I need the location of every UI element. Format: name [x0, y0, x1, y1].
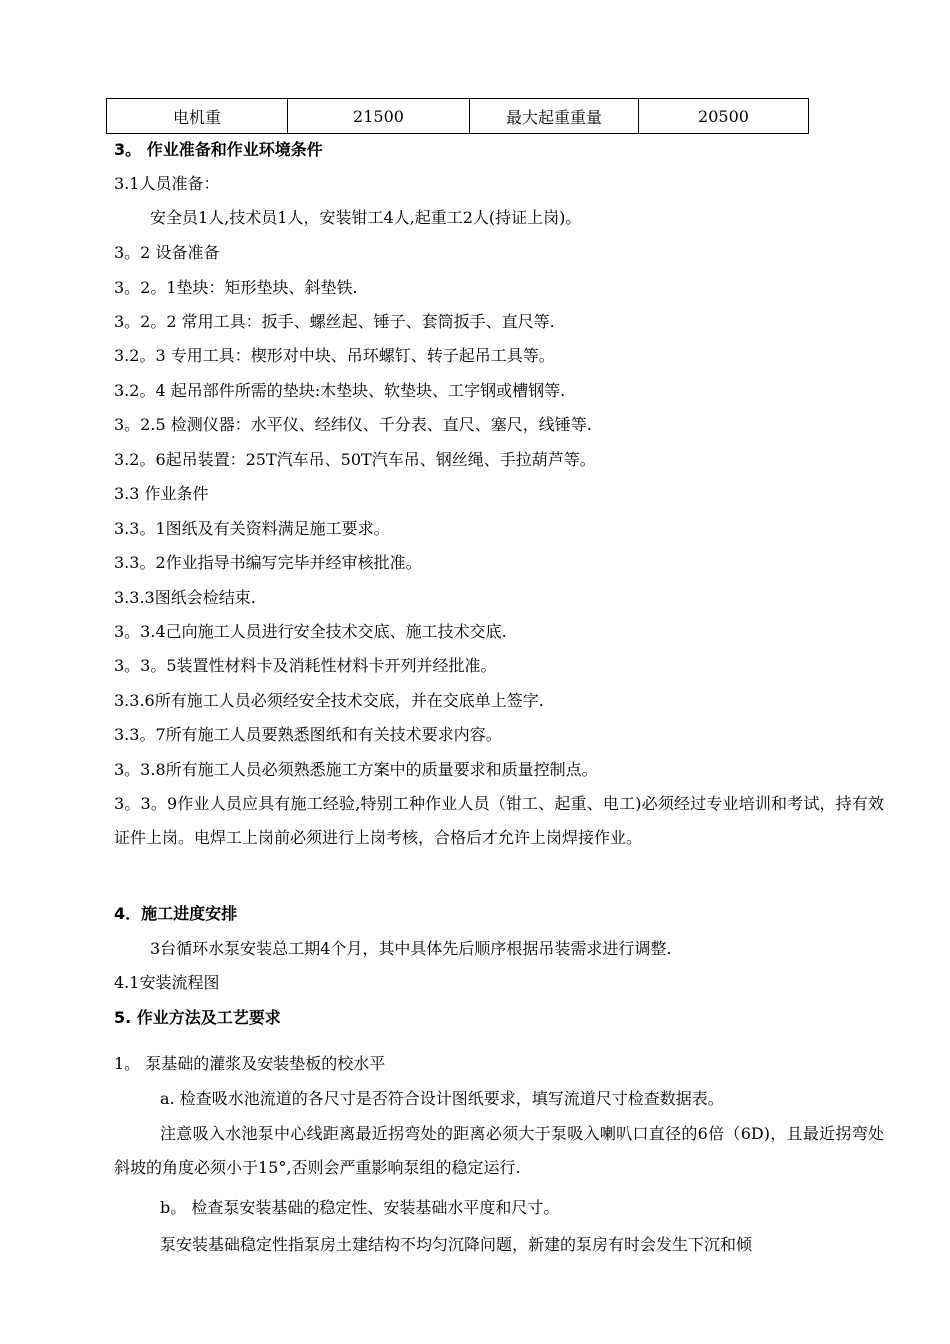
section-heading-5: 5. 作业方法及工艺要求	[114, 1008, 281, 1027]
subsection-3-1: 3.1人员准备：	[114, 174, 220, 193]
paragraph: 3台循环水泵安装总工期4个月，其中具体先后顺序根据吊装需求进行调整.	[150, 939, 672, 958]
list-item: 3.3.6所有施工人员必须经安全技术交底，并在交底单上签字.	[114, 691, 544, 710]
table-cell: 最大起重重量	[470, 99, 639, 134]
table-row	[107, 99, 809, 134]
list-item: 3。2。2 常用工具：扳手、螺丝起、锤子、套筒扳手、直尺等.	[114, 312, 555, 331]
list-item: 3。3。5装置性材料卡及消耗性材料卡开列并经批准。	[114, 656, 497, 675]
section-heading-3: 3。 作业准备和作业环境条件	[114, 140, 323, 159]
list-item: 3.3.3图纸会检结束.	[114, 588, 256, 607]
section-heading-4: 4．施工进度安排	[114, 904, 238, 923]
table-cell: 20500	[639, 99, 809, 134]
list-item: 3.2。3 专用工具：楔形对中块、吊环螺钉、转子起吊工具等。	[114, 346, 555, 365]
list-item: 3.3。1图纸及有关资料满足施工要求。	[114, 519, 390, 538]
list-item: 3.3。7所有施工人员要熟悉图纸和有关技术要求内容。	[114, 725, 502, 744]
paragraph: 泵安装基础稳定性指泵房土建结构不均匀沉降问题，新建的泵房有时会发生下沉和倾	[160, 1235, 753, 1254]
subsection-3-2: 3。2 设备准备	[114, 243, 220, 262]
list-item: 3.3。2作业指导书编写完毕并经审核批准。	[114, 553, 422, 572]
list-item: 3.2。6起吊装置：25T汽车吊、50T汽车吊、钢丝绳、手拉葫芦等。	[114, 450, 596, 469]
spec-table	[106, 98, 809, 134]
list-item: 3。3。9作业人员应具有施工经验,特别工种作业人员（钳工、起重、电工)必须经过专业培训和考试，持有效证件上岗。电焊工上岗前必须进行上岗考核，合格后才允许上岗焊接作业。	[114, 794, 884, 847]
paragraph: 安全员1人,技术员1人，安装钳工4人,起重工2人(持证上岗)。	[150, 208, 582, 227]
subsection-4-1: 4.1安装流程图	[114, 973, 220, 992]
list-item: 3。3.8所有施工人员必须熟悉施工方案中的质量要求和质量控制点。	[114, 760, 598, 779]
paragraph: 注意吸入水池泵中心线距离最近拐弯处的距离必须大于泵吸入喇叭口直径的6倍（6D)，且最近拐弯处斜坡的角度必须小于15°,否则会严重影响泵组的稳定运行.	[114, 1124, 884, 1177]
subsection-3-3: 3.3 作业条件	[114, 484, 209, 503]
paragraph: a. 检查吸水池流道的各尺寸是否符合设计图纸要求，填写流道尺寸检查数据表。	[160, 1089, 724, 1108]
list-item: 3.2。4 起吊部件所需的垫块:木垫块、软垫块、工字钢或槽钢等.	[114, 381, 566, 400]
paragraph: b。 检查泵安装基础的稳定性、安装基础水平度和尺寸。	[160, 1198, 560, 1217]
list-item: 3。2。1垫块：矩形垫块、斜垫铁.	[114, 278, 358, 297]
table-cell: 21500	[288, 99, 470, 134]
step-heading: 1。 泵基础的灌浆及安装垫板的校水平	[114, 1054, 386, 1073]
list-item: 3。2.5 检测仪器：水平仪、经纬仪、千分表、直尺、塞尺，线锤等.	[114, 415, 592, 434]
list-item: 3。3.4己向施工人员进行安全技术交底、施工技术交底.	[114, 622, 507, 641]
table-cell: 电机重	[107, 99, 288, 134]
